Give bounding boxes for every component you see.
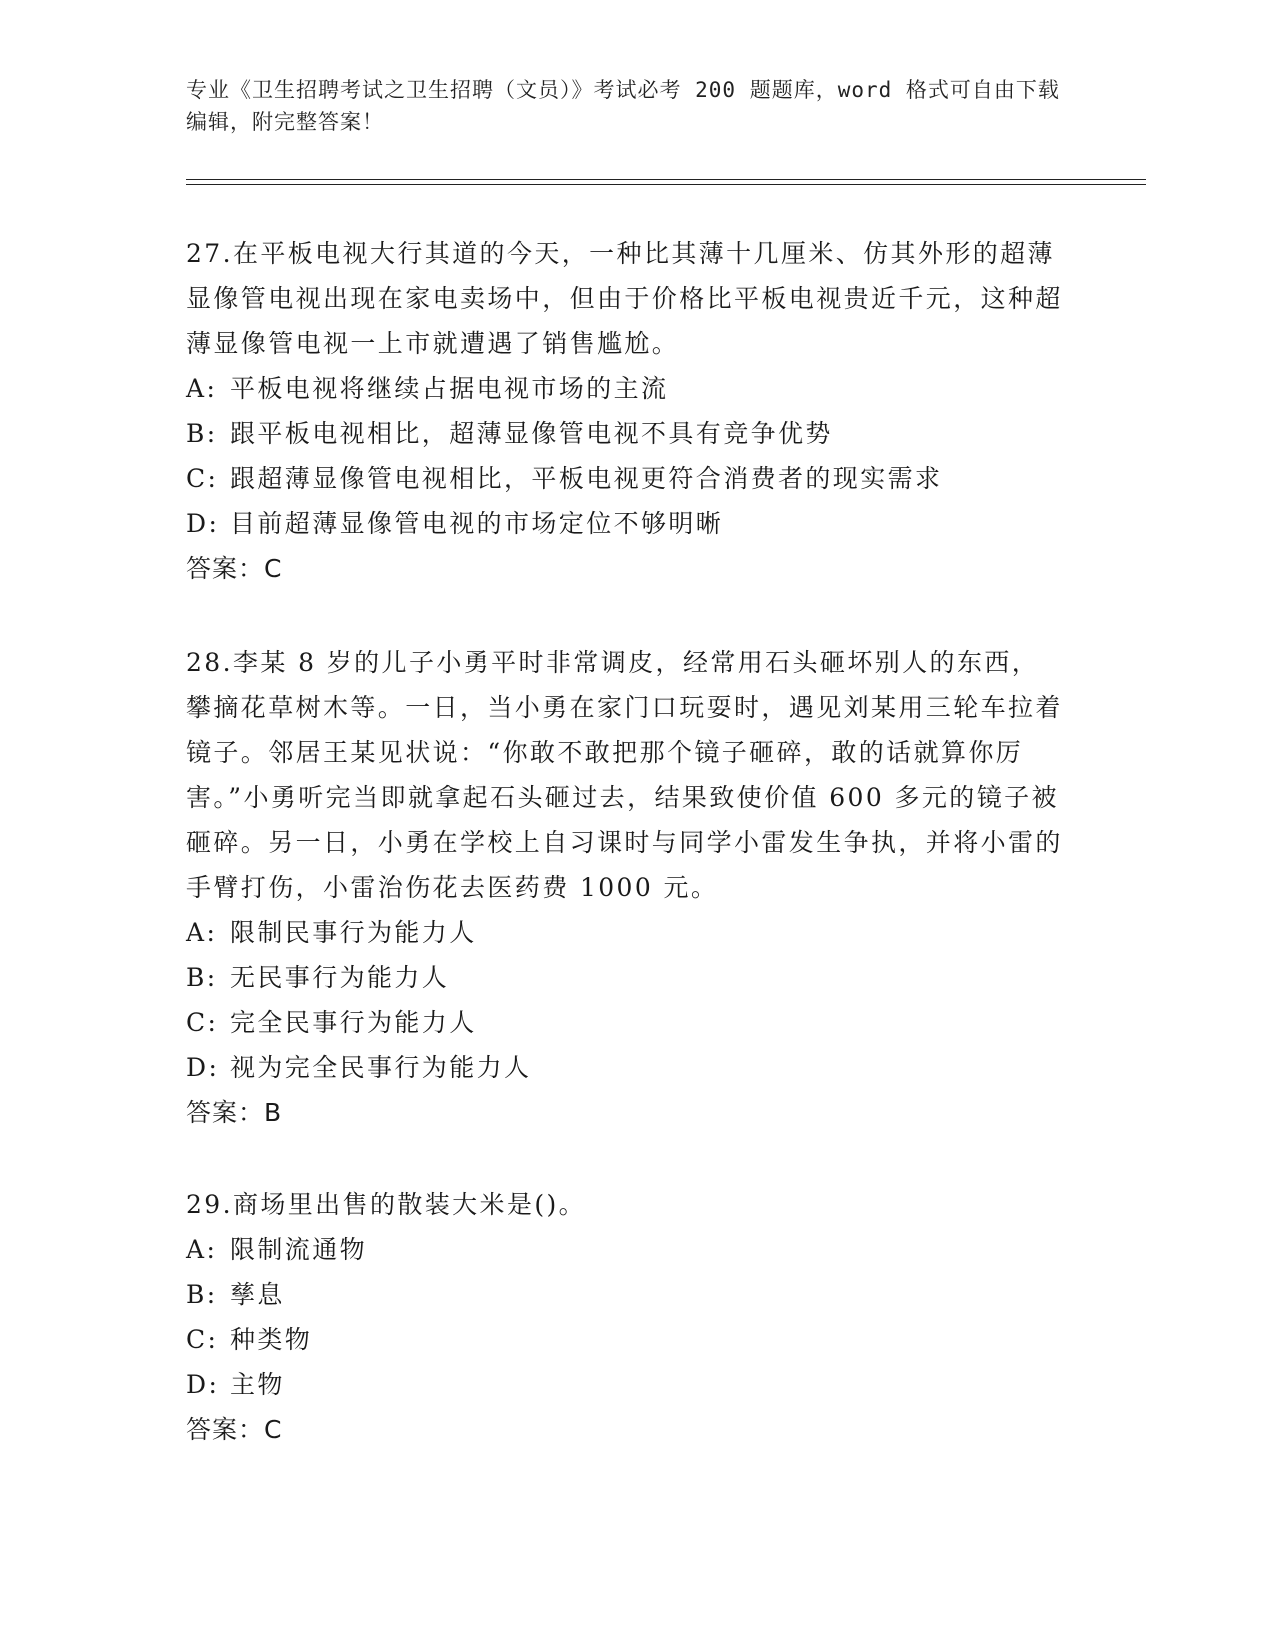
option-text: 限制流通物 [230,1235,368,1264]
option-c [186,1000,1066,1045]
header-divider-bottom [186,184,1146,185]
question-text: 29.商场里出售的散装大米是()。 [186,1190,587,1219]
option-key: A: [186,374,218,403]
option-text: 视为完全民事行为能力人 [230,1053,532,1082]
header-divider-top [186,179,1146,180]
option-key: C: [186,464,219,493]
option-key: C: [186,1325,219,1354]
option-text: 种类物 [230,1325,313,1354]
document-header: 专业《卫生招聘考试之卫生招聘（文员）》考试必考 200 题题库，word 格式可自由下载编辑，附完整答案！ [186,78,1060,134]
option-key: D: [186,1370,220,1399]
option-a [186,1227,1066,1272]
option-key: B: [186,419,218,448]
option-text: 平板电视将继续占据电视市场的主流 [230,374,669,403]
option-text: 孳息 [230,1280,285,1309]
option-key: C: [186,1008,219,1037]
option-key: B: [186,963,218,992]
option-key: D: [186,509,220,538]
option-c [186,456,1066,501]
option-text: 主物 [230,1370,285,1399]
option-b [186,1272,1066,1317]
question-text: 28.李某 8 岁的儿子小勇平时非常调皮，经常用石头砸坏别人的东西，攀摘花草树木等。一日，当小勇在家门口玩耍时，遇见刘某用三轮车拉着镜子。邻居王某见状说：“你敢不敢把那个镜子砸碎，敢的话就算你厉害。”小勇听完当即就拿起石头砸过去，结果致使价值 600 多元的镜子被砸碎。另一日，小勇在学校上自习课时与同学小雷发生争执，并将小雷的手臂打伤，小雷治伤花去医药费 1000 元。 [186,648,1063,902]
option-key: B: [186,1280,218,1309]
option-d [186,1045,1066,1090]
question-27 [186,231,1066,591]
option-b [186,411,1066,456]
option-text: 限制民事行为能力人 [230,918,477,947]
option-text: 跟超薄显像管电视相比，平板电视更符合消费者的现实需求 [230,464,943,493]
answer-line: 答案：C [186,1415,283,1444]
option-key: A: [186,1235,218,1264]
option-d [186,1362,1066,1407]
option-c [186,1317,1066,1362]
option-b [186,955,1066,1000]
option-text: 跟平板电视相比，超薄显像管电视不具有竞争优势 [230,419,833,448]
option-a [186,366,1066,411]
option-text: 无民事行为能力人 [230,963,450,992]
option-text: 完全民事行为能力人 [230,1008,477,1037]
option-d [186,501,1066,546]
question-text: 27.在平板电视大行其道的今天，一种比其薄十几厘米、仿其外形的超薄显像管电视出现在家电卖场中，但由于价格比平板电视贵近千元，这种超薄显像管电视一上市就遭遇了销售尴尬。 [186,239,1063,358]
question-29 [186,1182,1066,1452]
answer-line: 答案：C [186,554,283,583]
option-a [186,910,1066,955]
option-text: 目前超薄显像管电视的市场定位不够明晰 [230,509,724,538]
answer-line: 答案：B [186,1098,283,1127]
question-28 [186,640,1066,1135]
option-key: A: [186,918,218,947]
option-key: D: [186,1053,220,1082]
